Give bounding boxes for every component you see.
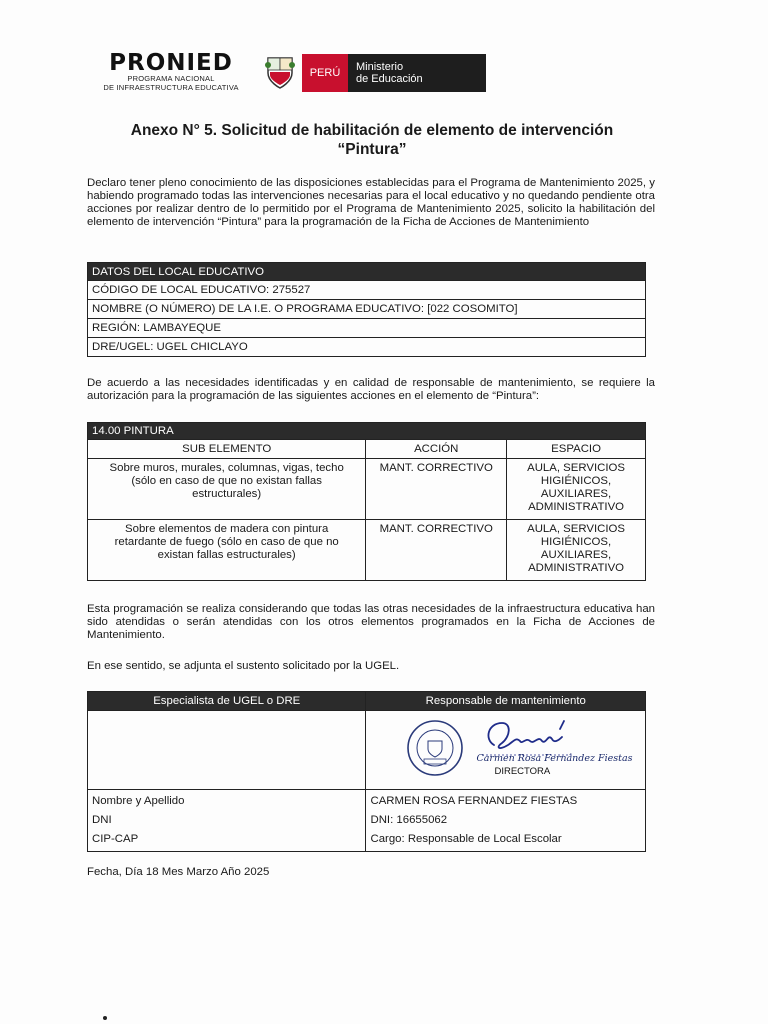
need-paragraph: De acuerdo a las necesidades identificadas y en calidad de responsable de mantenimiento, se requiere la autorización para la programación de las siguientes acciones en el elemento de “Pintura”: (87, 377, 655, 402)
row-action: MANT. CORRECTIVO (366, 520, 507, 581)
row-sub-element: Sobre muros, murales, columnas, vigas, techo (sólo en caso de que no existan fallas estructurales) (88, 459, 366, 520)
row-space-line: AULA, SERVICIOS (527, 462, 626, 474)
column-header-action: ACCIÓN (366, 440, 507, 459)
pintura-table (87, 422, 646, 581)
school-stamp-icon (406, 719, 464, 777)
column-header-responsible: Responsable de mantenimiento (366, 692, 646, 711)
specialist-cip-label: CIP-CAP (92, 833, 139, 845)
document-title (100, 121, 644, 159)
pronied-logo-subtitle: PROGRAMA NACIONAL (127, 74, 215, 83)
pronied-logo-subtitle-2: DE INFRAESTRUCTURA EDUCATIVA (103, 83, 239, 92)
table-row (88, 459, 646, 520)
specialist-signature-area (88, 711, 366, 790)
sustento-paragraph: En ese sentido, se adjunta el sustento solicitado por la UGEL. (87, 660, 400, 672)
responsible-dni: DNI: 16655062 (370, 814, 448, 826)
row-space-line: HIGIÉNICOS, (540, 536, 612, 548)
intro-paragraph: Declaro tener pleno conocimiento de las disposiciones establecidas para el Programa de Mantenimiento 2025, y habiendo programado todas las intervenciones necesarias para el local educativo y no quedando pendiente otra acciones por realizar dentro de lo permitido por el Programa de Mantenimiento 2025, solicito la habilitación del elemento de intervención “Pintura” para la programación de la Ficha de Acciones de Mantenimiento (87, 177, 655, 228)
row-space (507, 459, 646, 520)
row-space-line: AUXILIARES, (540, 488, 612, 500)
local-data-header: DATOS DEL LOCAL EDUCATIVO (88, 263, 646, 281)
local-name: NOMBRE (O NÚMERO) DE LA I.E. O PROGRAMA EDUCATIVO: [022 COSOMITO] (88, 300, 646, 319)
peru-label: PERÚ (309, 67, 341, 79)
column-header-specialist: Especialista de UGEL o DRE (88, 692, 366, 711)
signature-role: DIRECTORA (494, 766, 551, 777)
specialist-dni-label: DNI (92, 814, 112, 826)
ministry-line-1: Ministerio (356, 61, 404, 73)
coat-of-arms-icon (264, 55, 296, 91)
responsible-role: Cargo: Responsable de Local Escolar (370, 833, 562, 845)
ministry-brand-box (348, 54, 486, 92)
responsible-info (366, 790, 646, 852)
local-code: CÓDIGO DE LOCAL EDUCATIVO: 275527 (88, 281, 646, 300)
title-line-2: “Pintura” (337, 141, 407, 158)
row-space-line: AUXILIARES, (540, 549, 612, 561)
specialist-name-label: Nombre y Apellido (92, 795, 185, 807)
pronied-logo-word: PRONIED (109, 50, 233, 76)
responsible-name: CARMEN ROSA FERNANDEZ FIESTAS (370, 795, 578, 807)
specialist-info (88, 790, 366, 852)
program-paragraph: Esta programación se realiza considerando que todas las otras necesidades de la infraestructura educativa han sido atendidas o serán atendidas con los otros elementos programados en la Ficha de Acciones de Mantenimiento. (87, 603, 655, 641)
column-header-sub-element: SUB ELEMENTO (88, 440, 366, 459)
signature-table (87, 691, 646, 852)
document-date: Fecha, Día 18 Mes Marzo Año 2025 (87, 866, 270, 878)
row-space-line: ADMINISTRATIVO (528, 562, 625, 574)
scan-mark (103, 1016, 107, 1020)
row-space (507, 520, 646, 581)
pronied-logo (96, 52, 246, 92)
local-data-table (87, 262, 646, 357)
responsible-signature-area (366, 711, 646, 790)
table-row (88, 520, 646, 581)
local-ugel: DRE/UGEL: UGEL CHICLAYO (88, 338, 646, 357)
local-region: REGIÓN: LAMBAYEQUE (88, 319, 646, 338)
peru-brand-box (302, 54, 348, 92)
row-space-line: ADMINISTRATIVO (528, 501, 625, 513)
row-action: MANT. CORRECTIVO (366, 459, 507, 520)
row-space-line: HIGIÉNICOS, (540, 475, 612, 487)
signature-name: Carmen Rosa Fernández Fiestas (476, 753, 633, 764)
ministry-line-2: de Educación (356, 73, 423, 85)
column-header-space: ESPACIO (507, 440, 646, 459)
title-line-1: Anexo N° 5. Solicitud de habilitación de elemento de intervención (130, 122, 614, 139)
row-sub-element: Sobre elementos de madera con pintura retardante de fuego (sólo en caso de que no existan fallas estructurales) (88, 520, 366, 581)
row-space-line: AULA, SERVICIOS (527, 523, 626, 535)
pintura-header: 14.00 PINTURA (88, 423, 646, 440)
